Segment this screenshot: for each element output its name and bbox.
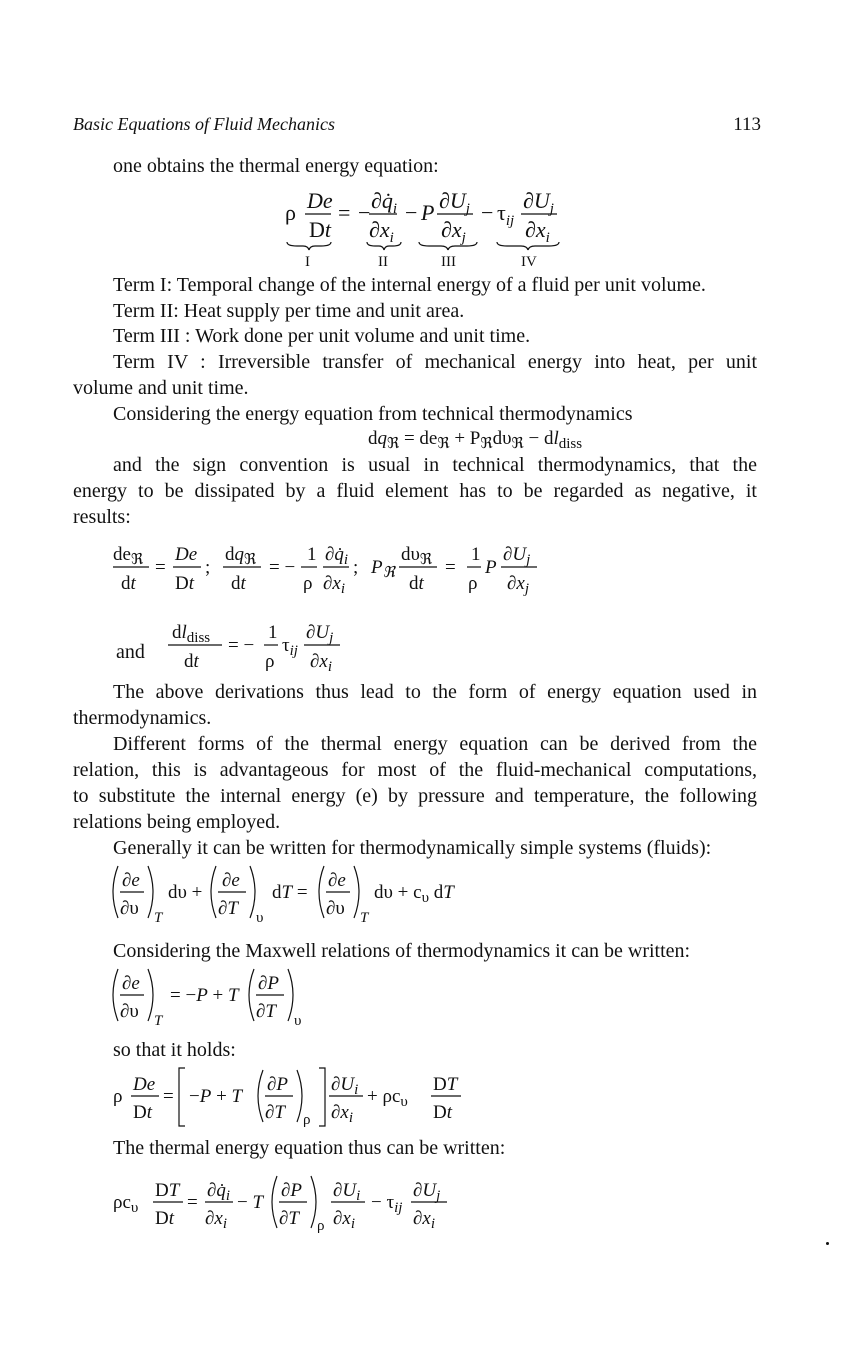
thermal-written-line: The thermal energy equation thus can be written: bbox=[113, 1137, 506, 1159]
svg-text:∂Uj: $\partial U_j$ bbox=[523, 188, 554, 217]
svg-text:dυℜ: $d\upsilon_ℜ$ bbox=[401, 544, 433, 568]
svg-text:DT: DT bbox=[433, 1074, 458, 1095]
svg-text:dt: dt bbox=[231, 573, 246, 594]
svg-text:Dt: Dt bbox=[309, 217, 332, 242]
sign-convention-line2: energy to be dissipated by a fluid element has to be regarded as negative, it bbox=[73, 480, 757, 502]
svg-text:T: T bbox=[154, 910, 163, 926]
svg-text:∂υ: ∂υ bbox=[326, 898, 345, 919]
svg-text:−: − bbox=[481, 200, 494, 225]
svg-text:= −: = − bbox=[228, 635, 255, 656]
term-2-definition: Term II: Heat supply per time and unit area. bbox=[113, 300, 465, 322]
internal-energy-differential-equation bbox=[108, 860, 528, 937]
svg-text:+ ρcυ: + $\rho c_\upsilon$ bbox=[367, 1086, 408, 1110]
svg-text:∂Uj: $\partial U_j$ bbox=[439, 188, 470, 217]
svg-text:De: De bbox=[175, 544, 198, 565]
above-derivations-line2: thermodynamics. bbox=[73, 707, 212, 729]
term-3-definition: Term III : Work done per unit volume and unit time. bbox=[113, 325, 531, 347]
above-derivations-line1: The above derivations thus lead to the form of energy equation used in bbox=[113, 681, 757, 703]
svg-text:∂P: ∂P bbox=[258, 973, 279, 994]
svg-text:∂Ui: $\partial U_i$ bbox=[333, 1180, 361, 1204]
term-4-definition-line1: Term IV : Irreversible transfer of mechanical energy into heat, per unit bbox=[113, 351, 757, 373]
svg-text:Dt: Dt bbox=[175, 573, 195, 594]
svg-text:∂T: ∂T bbox=[279, 1208, 299, 1229]
svg-text:P: P bbox=[485, 557, 497, 578]
svg-text:Dt: Dt bbox=[433, 1102, 453, 1123]
svg-text:=: = bbox=[163, 1086, 174, 1107]
svg-text:;: ; bbox=[205, 557, 211, 578]
generally-line: Generally it can be written for thermodynamically simple systems (fluids): bbox=[113, 837, 712, 859]
svg-text:∂Uj: $\partial U_j$ bbox=[413, 1180, 441, 1204]
maxwell-relation-equation bbox=[108, 963, 328, 1040]
svg-text:∂T: ∂T bbox=[265, 1102, 285, 1123]
svg-text:De: De bbox=[133, 1074, 156, 1095]
svg-text:∂xi: $\partial x_i$ bbox=[323, 573, 345, 597]
svg-text:ρ: ρ bbox=[317, 1218, 325, 1234]
svg-text:∂e: ∂e bbox=[122, 973, 140, 994]
svg-text:T: T bbox=[154, 1013, 163, 1029]
svg-text:dυ + cυ dT: $d\upsilon + c_\upsilon$ dT bbox=[374, 882, 454, 906]
svg-text:Dt: Dt bbox=[133, 1102, 153, 1123]
svg-text:∂P: ∂P bbox=[267, 1074, 288, 1095]
stray-ink-dot bbox=[826, 1242, 829, 1245]
svg-text:∂P: ∂P bbox=[281, 1180, 302, 1201]
different-forms-line4: relations being employed. bbox=[73, 811, 281, 833]
svg-text:∂q̇i: $\partial q̇_i$ bbox=[207, 1180, 231, 1204]
running-header bbox=[73, 114, 761, 140]
svg-text:∂xi: $\partial x_i$ bbox=[525, 217, 550, 246]
svg-text:=: = bbox=[187, 1192, 198, 1213]
term-label-4: IV bbox=[521, 254, 537, 270]
svg-text:=: = bbox=[445, 557, 456, 578]
svg-text:;: ; bbox=[353, 557, 359, 578]
so-that-line: so that it holds: bbox=[113, 1039, 236, 1061]
svg-text:∂e: ∂e bbox=[122, 870, 140, 891]
svg-text:T: T bbox=[360, 910, 369, 926]
svg-text:1: 1 bbox=[268, 622, 278, 643]
svg-text:−: − bbox=[358, 200, 371, 225]
term-label-2: II bbox=[378, 254, 388, 270]
svg-text:DT: DT bbox=[155, 1180, 180, 1201]
dissipation-equation bbox=[166, 612, 366, 679]
svg-text:−P + T: −P + T bbox=[189, 1086, 243, 1107]
term-label-1: I bbox=[305, 254, 310, 270]
svg-text:τij: $\tau_{ij}$ bbox=[282, 635, 298, 659]
svg-text:∂e: ∂e bbox=[328, 870, 346, 891]
term-4-definition-line2: volume and unit time. bbox=[73, 377, 249, 399]
different-forms-line3: to substitute the internal energy (e) by pressure and temperature, the following bbox=[73, 785, 757, 807]
svg-text:dt: dt bbox=[409, 573, 424, 594]
final-thermal-energy-equation bbox=[113, 1164, 473, 1249]
svg-text:=: = bbox=[155, 557, 166, 578]
svg-text:∂υ: ∂υ bbox=[120, 898, 139, 919]
svg-text:dt: dt bbox=[121, 573, 136, 594]
sign-convention-line3: results: bbox=[73, 506, 131, 528]
svg-text:∂xi: $\partial x_i$ bbox=[205, 1208, 227, 1232]
svg-text:ρcυ: $\rho c_\upsilon$ bbox=[113, 1192, 139, 1216]
svg-text:∂xi: $\partial x_i$ bbox=[369, 217, 394, 246]
svg-text:∂υ: ∂υ bbox=[120, 1001, 139, 1022]
different-forms-line2: relation, this is advantageous for most of the fluid-mechanical computations, bbox=[73, 759, 757, 781]
different-forms-line1: Different forms of the thermal energy equation can be derived from the bbox=[113, 733, 757, 755]
svg-text:1: 1 bbox=[471, 544, 481, 565]
svg-text:∂q̇i: $\partial q̇_i$ bbox=[371, 188, 398, 217]
term-1-definition: Term I: Temporal change of the internal energy of a fluid per unit volume. bbox=[113, 274, 706, 296]
svg-text:1: 1 bbox=[307, 544, 317, 565]
svg-text:P: P bbox=[421, 200, 435, 225]
svg-text:τij: $\tau_{ij}$ bbox=[497, 200, 515, 229]
svg-text:dt: dt bbox=[184, 651, 199, 672]
svg-text:∂q̇i: $\partial q̇_i$ bbox=[325, 544, 349, 568]
thermal-energy-equation bbox=[283, 178, 613, 275]
svg-text:∂e: ∂e bbox=[222, 870, 240, 891]
svg-text:υ: υ bbox=[294, 1013, 302, 1029]
substituted-energy-equation bbox=[113, 1060, 473, 1137]
svg-text:− T: − T bbox=[237, 1192, 264, 1213]
svg-text:ρ: ρ bbox=[303, 1112, 311, 1128]
svg-text:∂xi: $\partial x_i$ bbox=[413, 1208, 435, 1232]
sign-convention-line1: and the sign convention is usual in technical thermodynamics, that the bbox=[113, 454, 757, 476]
svg-text:∂T: ∂T bbox=[218, 898, 238, 919]
svg-text:dldiss: $dl_{diss}$ bbox=[172, 622, 211, 646]
and-label: and bbox=[116, 641, 145, 663]
svg-text:∂xj: $\partial x_j$ bbox=[507, 573, 529, 597]
svg-text:∂Ui: $\partial U_i$ bbox=[331, 1074, 359, 1098]
svg-text:∂xi: $\partial x_i$ bbox=[333, 1208, 355, 1232]
svg-text:dυ +: dυ + bbox=[168, 882, 203, 903]
svg-text:∂xi: $\partial x_i$ bbox=[310, 651, 332, 675]
maxwell-line: Considering the Maxwell relations of thermodynamics it can be written: bbox=[113, 940, 691, 962]
svg-text:dqℜ: $dq_ℜ$ bbox=[225, 544, 257, 568]
svg-text:dT =: dT = bbox=[272, 882, 308, 903]
svg-text:∂xi: $\partial x_i$ bbox=[331, 1102, 353, 1126]
considering-energy-line: Considering the energy equation from technical thermodynamics bbox=[113, 403, 633, 425]
svg-text:ρ: ρ bbox=[285, 200, 296, 225]
svg-text:deℜ: $de_ℜ$ bbox=[113, 544, 144, 568]
svg-text:υ: υ bbox=[256, 910, 264, 926]
intro-line: one obtains the thermal energy equation: bbox=[113, 155, 439, 177]
svg-text:= −P + T: = −P + T bbox=[170, 985, 239, 1006]
page-number: 113 bbox=[733, 114, 761, 135]
svg-text:De: De bbox=[307, 188, 333, 213]
svg-text:∂xj: $\partial x_j$ bbox=[441, 217, 466, 246]
svg-text:Pℜ: $P_ℜ$ bbox=[371, 557, 395, 581]
svg-text:=: = bbox=[338, 200, 351, 225]
svg-text:∂T: ∂T bbox=[256, 1001, 276, 1022]
svg-text:dqℜ = deℜ + Pℜdυℜ − dldiss: $dq_ℜ = de_ℜ + P_ℜd\upsilon_ℜ - dl_{diss}$ bbox=[368, 428, 583, 452]
svg-text:= −: = − bbox=[269, 557, 296, 578]
running-title: Basic Equations of Fluid Mechanics bbox=[73, 114, 335, 134]
svg-text:ρ: ρ bbox=[265, 651, 275, 672]
svg-text:ρ: ρ bbox=[113, 1086, 123, 1107]
term-label-3: III bbox=[441, 254, 456, 270]
svg-text:−: − bbox=[405, 200, 418, 225]
svg-text:− τij: − $\tau_{ij}$ bbox=[371, 1192, 403, 1216]
svg-text:ρ: ρ bbox=[468, 573, 478, 594]
derivative-relations-equation bbox=[113, 534, 573, 599]
svg-text:∂Uj: $\partial U_j$ bbox=[503, 544, 531, 568]
svg-text:ρ: ρ bbox=[303, 573, 313, 594]
svg-text:Dt: Dt bbox=[155, 1208, 175, 1229]
svg-text:∂Uj: $\partial U_j$ bbox=[306, 622, 334, 646]
